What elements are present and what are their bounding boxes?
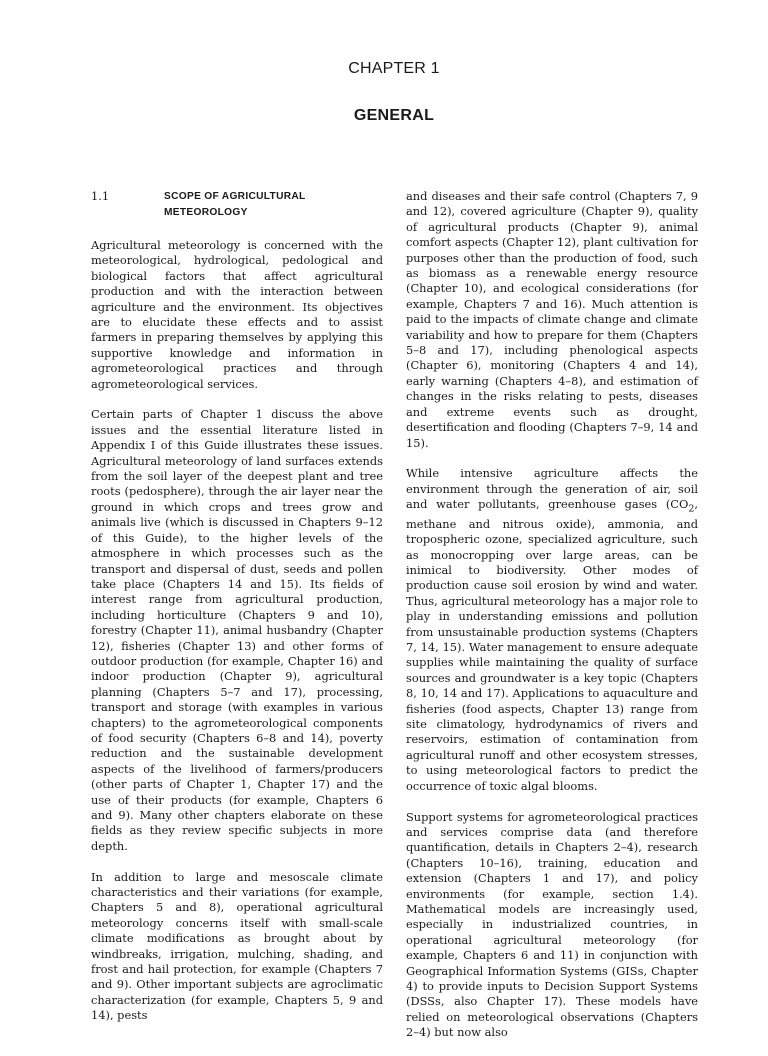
right-paragraph-3: Support systems for agrometeorological practices and services comprise data (and therefore quantification, details in Chapters 2–4), research (Chapters 10–16), training, education and extension (Chapters 1 and 17), and policy environments (for example, section 1.4). Mathematical models are increasingly used, especially in industrialized countries, in operational agricultural meteorology (for example, Chapters 6 and 11) in conjunction with Geographical Information Systems (GISs, Chapter 4) to provide inputs to Decision Support Systems (DSSs, also Chapter 17). These models have relied on meteorological observations (Chapters 2–4) but now also	[406, 809, 698, 1040]
right-paragraph-2	[406, 466, 698, 794]
section-title-line1: SCOPE OF AGRICULTURAL	[164, 191, 306, 202]
section-number: 1.1	[91, 189, 110, 203]
section-title-line2: METEOROLOGY	[164, 207, 248, 218]
left-paragraph-2: Certain parts of Chapter 1 discuss the above issues and the essential literature listed in Appendix I of this Guide illustrates these issues. Agricultural meteorology of land surfaces extends from the soil layer of the deepest plant and tree roots (pedosphere), through the air layer near the ground in which crops and trees grow and animals live (which is discussed in Chapters 9–12 of this Guide), to the higher levels of the atmosphere in which processes such as the transport and dispersal of dust, seeds and pollen take place (Chapters 14 and 15). Its fields of interest range from agricultural production, including horticulture (Chapters 9 and 10), forestry (Chapter 11), animal husbandry (Chapter 12), fisheries (Chapter 13) and other forms of outdoor production (for example, Chapter 16) and indoor production (Chapter 9), agricultural planning (Chapters 5–7 and 17), processing, transport and storage (with examples in various chapters) to the agrometeorological components of food security (Chapters 6–8 and 14), poverty reduction and the sustainable development aspects of the livelihood of farmers/producers (other parts of Chapter 1, Chapter 17) and the use of their products (for example, Chapters 6 and 9). Many other chapters elaborate on these fields as they review specific subjects in more depth.	[91, 407, 383, 853]
left-column	[91, 189, 383, 1039]
right-paragraph-1: and diseases and their safe control (Chapters 7, 9 and 12), covered agriculture (Chapter 9), quality of agricultural products (Chapter 9), animal comfort aspects (Chapter 12), plant cultivation for purposes other than the production of food, such as biomass as a renewable energy resource (Chapter 10), and ecological considerations (for example, Chapters 7 and 16). Much attention is paid to the impacts of climate change and climate variability and how to prepare for them (Chapters 5–8 and 17), including phenological aspects (Chapter 6), monitoring (Chapters 4 and 14), early warning (Chapters 4–8), and estimation of changes in the risks relating to pests, diseases and extreme events such as drought, desertification and flooding (Chapters 7–9, 14 and 15).	[406, 189, 698, 450]
chapter-label: CHAPTER 1	[348, 60, 440, 77]
left-paragraph-3: In addition to large and mesoscale climate characteristics and their variations (for example, Chapters 5 and 8), operational agricultural meteorology concerns itself with small-scale climate modifications as brought about by windbreaks, irrigation, mulching, shading, and frost and hail protection, for example (Chapters 7 and 9). Other important subjects are agroclimatic characterization (for example, Chapters 5, 9 and 14), pests	[91, 869, 383, 1023]
right-paragraph-2-part2: , methane and nitrous oxide), ammonia, and tropospheric ozone, specialized agriculture, such as monocropping over large areas, can be inimical to biodiversity. Other modes of production cause soil erosion by wind and water. Thus, agricultural meteorology has a major role to play in understanding emissions and pollution from unsustainable production systems (Chapters 7, 14, 15). Water management to ensure adequate supplies while maintaining the quality of surface sources and groundwater is a key topic (Chapters 8, 10, 14 and 17). Applications to aquaculture and fisheries (food aspects, Chapter 13) range from site climatology, hydrodynamics of rivers and reservoirs, estimation of contamination from agricultural runoff and other ecosystem stresses, to using meteorological factors to predict the occurrence of toxic algal blooms.	[406, 497, 698, 793]
right-column	[406, 189, 698, 1056]
chapter-title: GENERAL	[353, 107, 435, 124]
section-title	[164, 189, 306, 221]
left-paragraph-1: Agricultural meteorology is concerned with the meteorological, hydrological, pedological and biological factors that affect agricultural production and with the interaction between agriculture and the environment. Its objectives are to elucidate these effects and to assist farmers in preparing themselves by applying this supportive knowledge and information in agrometeorological practices and through agrometeorological services.	[91, 238, 383, 391]
right-paragraph-2-part1: While intensive agriculture affects the environment through the generation of air, soil and water pollutants, greenhouse gases (CO	[406, 466, 698, 512]
co2-subscript: 2	[688, 503, 695, 515]
section-heading	[91, 189, 383, 221]
